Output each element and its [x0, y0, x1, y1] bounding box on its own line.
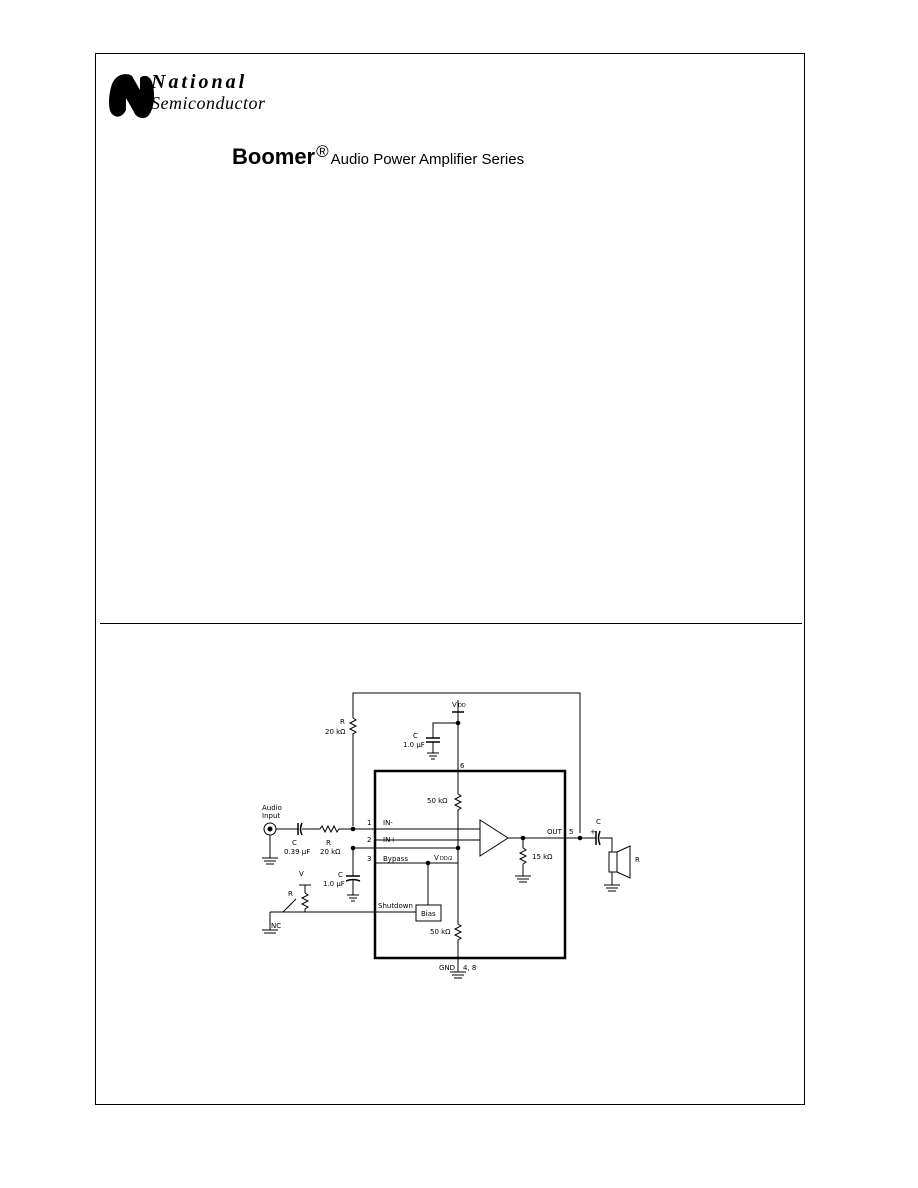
label-cs: C: [413, 732, 418, 740]
label-rf: R: [340, 718, 345, 726]
label-co: C: [596, 818, 601, 826]
label-vdd-sub: DD: [458, 703, 466, 709]
label-r-top: 50 kΩ: [427, 797, 448, 805]
label-gnd-pins: 4, 8: [463, 964, 477, 972]
label-gnd: GND: [439, 964, 456, 972]
label-in-minus: IN-: [383, 819, 393, 827]
registered-mark: ®: [316, 142, 329, 161]
brand-name: National: [151, 71, 248, 93]
label-vdd-pullup: V: [299, 870, 304, 878]
series-title: [232, 142, 524, 170]
circuit-schematic: [245, 680, 665, 990]
label-bias: Bias: [421, 910, 436, 918]
label-pin6: 6: [460, 762, 465, 770]
label-pin2: 2: [367, 836, 372, 844]
label-nc: NC: [271, 922, 282, 930]
label-vdd: V: [452, 701, 457, 709]
label-rf-value: 20 kΩ: [325, 728, 346, 736]
series-name: Boomer: [232, 144, 316, 169]
label-pin3: 3: [367, 855, 372, 863]
label-bypass: Bypass: [383, 855, 408, 863]
label-ri-value: 20 kΩ: [320, 848, 341, 856]
label-pin5: 5: [569, 828, 574, 836]
label-audio-1: Audio: [262, 804, 282, 812]
label-shutdown: Shutdown: [378, 902, 413, 910]
label-audio-2: Input: [262, 812, 281, 820]
label-r-bottom: 50 kΩ: [430, 928, 451, 936]
label-cs-value: 1.0 μF: [403, 741, 425, 749]
label-pin1: 1: [367, 819, 372, 827]
label-ci-value: 0.39 μF: [284, 848, 311, 856]
label-ci: C: [292, 839, 297, 847]
label-r-out: 15 kΩ: [532, 853, 553, 861]
label-cb-value: 1.0 μF: [323, 880, 345, 888]
label-cb: C: [338, 871, 343, 879]
label-rpu: R: [288, 890, 293, 898]
label-in-plus: IN+: [383, 836, 397, 844]
brand-subtitle: Semiconductor: [151, 93, 266, 113]
section-divider: [100, 623, 802, 624]
label-out: OUT: [547, 828, 562, 836]
label-co-plus: +: [590, 828, 596, 836]
label-vdd-half: V: [434, 854, 439, 862]
series-description: Audio Power Amplifier Series: [330, 151, 525, 168]
label-ri: R: [326, 839, 331, 847]
label-vdd-half-sub: DD/2: [440, 856, 453, 862]
label-rl: R: [635, 856, 640, 864]
